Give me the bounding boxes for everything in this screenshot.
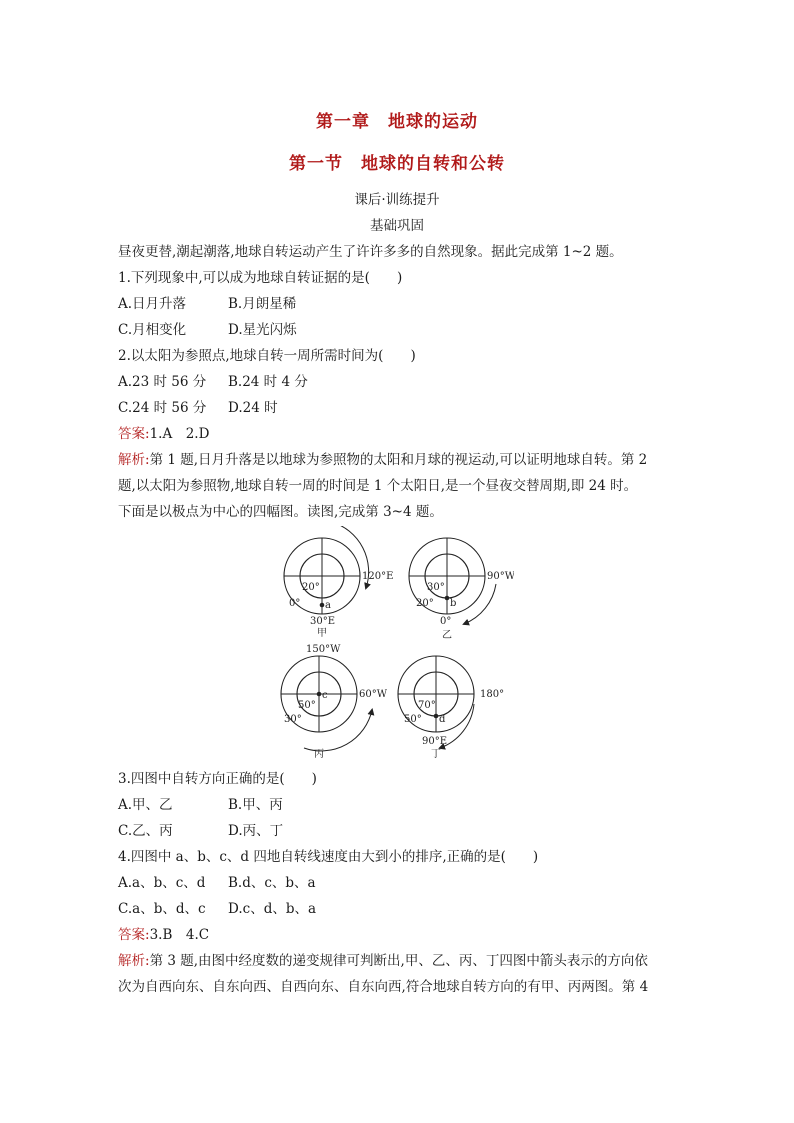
answer-2-text: 3.B 4.C <box>149 927 210 943</box>
yi-label-lon-bottom: 0° <box>440 616 452 627</box>
answer-1-text: 1.A 2.D <box>149 426 210 442</box>
analysis-1-line1 <box>118 448 647 468</box>
section-title: 第一节 地球的自转和公转 <box>289 154 505 174</box>
diagram-jia <box>284 526 393 639</box>
diagram-ding <box>398 656 504 760</box>
jia-label-point: a <box>325 600 331 611</box>
question-1-options-row1 <box>118 292 297 312</box>
analysis-2-line1 <box>118 949 648 969</box>
question-4-options-row1 <box>118 871 316 891</box>
q1-option-c: C.月相变化 <box>118 322 187 338</box>
yi-rotation-arrow <box>464 584 496 624</box>
yi-label-lat-outer: 20° <box>416 598 434 609</box>
bing-label-lat-inner: 50° <box>298 700 316 711</box>
ding-point-d <box>434 714 439 719</box>
q3-option-c: C.乙、丙 <box>118 823 173 839</box>
intro-paragraph-1: 昼夜更替,潮起潮落,地球自转运动产生了许许多多的自然现象。据此完成第 1~2 题。 <box>118 244 623 260</box>
jia-label-lat-inner: 20° <box>302 582 320 593</box>
polar-diagrams-figure <box>274 526 514 766</box>
ding-label-lat-inner: 70° <box>418 700 436 711</box>
yi-point-b <box>445 596 450 601</box>
bing-point-c <box>317 692 322 697</box>
q3-option-b: B.甲、丙 <box>228 797 283 813</box>
q4-option-c: C.a、b、d、c <box>118 901 206 917</box>
question-2-stem: 2.以太阳为参照点,地球自转一周所需时间为( ) <box>118 348 416 364</box>
q4-option-a: A.a、b、c、d <box>118 875 206 891</box>
q3-option-d: D.丙、丁 <box>228 823 284 839</box>
answer-1-label: 答案: <box>118 426 150 442</box>
question-2-options-row1 <box>118 370 308 390</box>
q2-option-a: A.23 时 56 分 <box>118 374 207 390</box>
q1-option-d: D.星光闪烁 <box>228 322 297 338</box>
analysis-1-line2: 题,以太阳为参照物,地球自转一周的时间是 1 个太阳日,是一个昼夜交替周期,即 24 时。 <box>118 478 638 494</box>
yi-label-lat-inner: 30° <box>427 582 445 593</box>
analysis-1-text-1: 第 1 题,日月升落是以地球为参照物的太阳和月球的视运动,可以证明地球自转。第 2 <box>149 452 648 468</box>
question-4-options-row2 <box>118 897 317 917</box>
bing-label-name: 丙 <box>314 749 324 760</box>
question-2-options-row2 <box>118 396 278 416</box>
bing-rotation-arrow <box>304 710 372 751</box>
q1-option-b: B.月朗星稀 <box>228 296 297 312</box>
chapter-title: 第一章 地球的运动 <box>316 112 478 132</box>
bing-label-lat-outer: 30° <box>284 714 302 725</box>
q4-option-b: B.d、c、b、a <box>228 875 316 891</box>
section-tag: 课后·训练提升 <box>354 192 440 208</box>
q1-option-a: A.日月升落 <box>118 296 187 312</box>
jia-label-lon-left: 0° <box>289 598 301 609</box>
question-1-options-row2 <box>118 318 297 338</box>
ding-label-lon-bottom: 90°E <box>422 736 448 747</box>
jia-label-lon-bottom: 30°E <box>310 616 336 627</box>
intro-paragraph-2: 下面是以极点为中心的四幅图。读图,完成第 3~4 题。 <box>118 504 443 520</box>
question-3-stem: 3.四图中自转方向正确的是( ) <box>118 771 317 787</box>
analysis-2-label: 解析: <box>118 953 150 969</box>
polar-diagrams-svg <box>274 526 514 766</box>
diagram-bing <box>281 644 388 760</box>
jia-label-lon-right: 120°E <box>362 571 394 582</box>
q4-option-d: D.c、d、b、a <box>228 901 317 917</box>
diagram-yi <box>409 538 514 641</box>
ding-label-lat-outer: 50° <box>404 714 422 725</box>
answer-2-label: 答案: <box>118 927 150 943</box>
bing-label-point: c <box>322 690 328 701</box>
question-3-options-row1 <box>118 793 283 813</box>
ding-label-point: d <box>439 714 446 725</box>
jia-point-a <box>320 603 325 608</box>
answer-2 <box>118 923 209 943</box>
question-4-stem: 4.四图中 a、b、c、d 四地自转线速度由大到小的排序,正确的是( ) <box>118 849 539 865</box>
q3-option-a: A.甲、乙 <box>118 797 173 813</box>
analysis-2-line2: 次为自西向东、自东向西、自西向东、自东向西,符合地球自转方向的有甲、丙两图。第 4 <box>118 979 649 995</box>
ding-label-lon-right: 180° <box>480 689 505 700</box>
sub-section-title: 基础巩固 <box>370 218 424 234</box>
bing-label-lon-right: 60°W <box>359 689 388 700</box>
question-1-stem: 1.下列现象中,可以成为地球自转证据的是( ) <box>118 270 403 286</box>
analysis-1-label: 解析: <box>118 452 150 468</box>
answer-1 <box>118 422 209 442</box>
yi-label-lon-right: 90°W <box>487 571 514 582</box>
analysis-2-text-1: 第 3 题,由图中经度数的递变规律可判断出,甲、乙、丙、丁四图中箭头表示的方向依 <box>149 953 648 969</box>
question-3-options-row2 <box>118 819 284 839</box>
yi-label-point: b <box>450 598 457 609</box>
ding-label-name: 丁 <box>431 749 441 760</box>
q2-option-b: B.24 时 4 分 <box>228 374 308 390</box>
jia-label-name: 甲 <box>317 628 327 639</box>
q2-option-d: D.24 时 <box>228 400 278 416</box>
q2-option-c: C.24 时 56 分 <box>118 400 207 416</box>
bing-label-lon-top: 150°W <box>306 644 341 655</box>
yi-label-name: 乙 <box>442 630 452 641</box>
